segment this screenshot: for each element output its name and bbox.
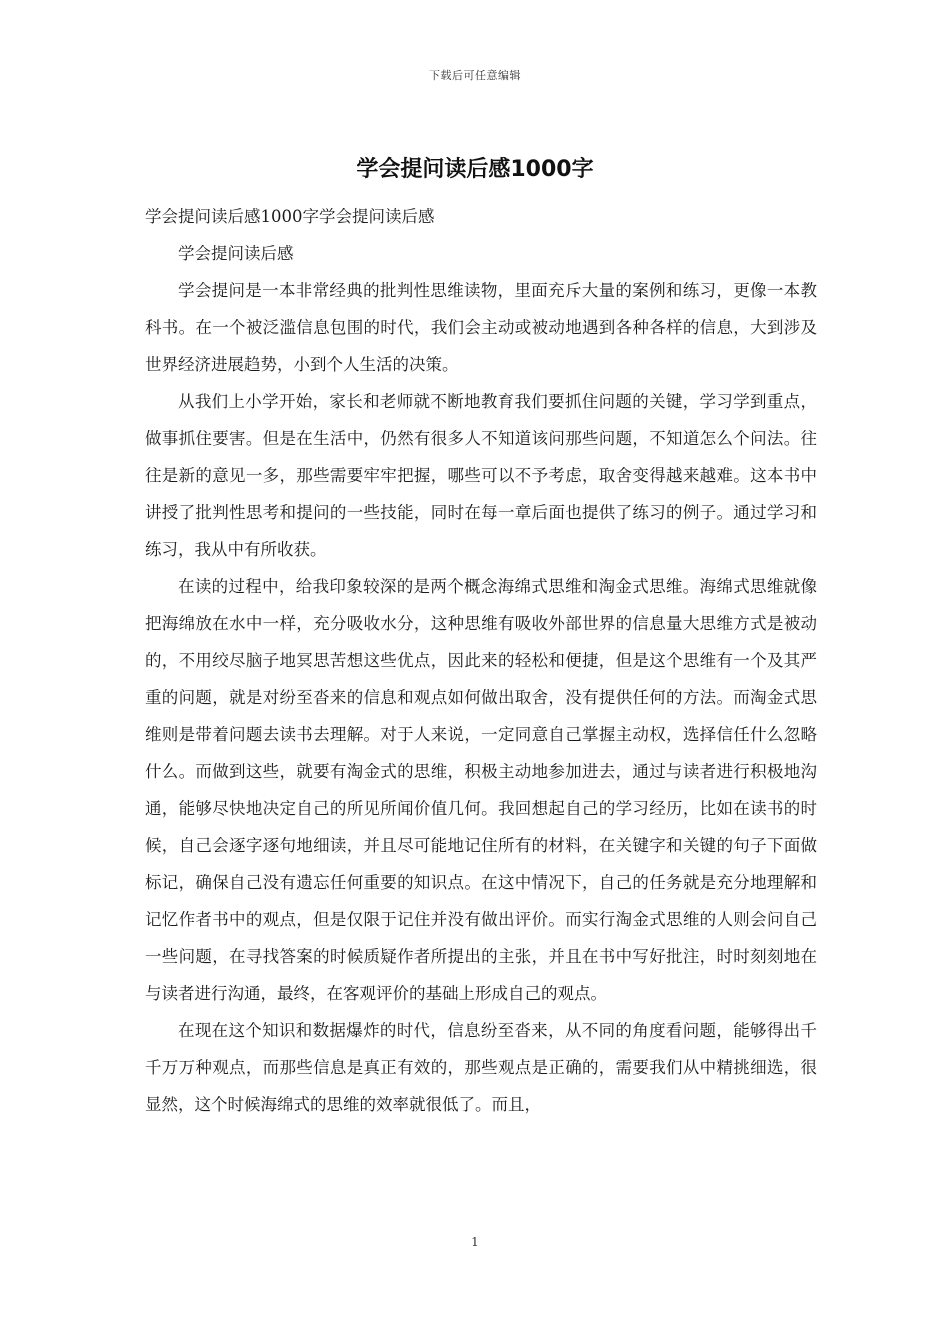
paragraph: 学会提问是一本非常经典的批判性思维读物，里面充斥大量的案例和练习，更像一本教科书。在一个被泛滥信息包围的时代，我们会主动或被动地遇到各种各样的信息，大到涉及世界经济进展趋势，小到个人生活的决策。 (145, 281, 817, 374)
paragraph: 在读的过程中，给我印象较深的是两个概念海绵式思维和淘金式思维。海绵式思维就像把海绵放在水中一样，充分吸收水分，这种思维有吸收外部世界的信息量大思维方式是被动的，不用绞尽脑子地冥思苦想这些优点，因此来的轻松和便捷，但是这个思维有一个及其严重的问题，就是对纷至沓来的信息和观点如何做出取舍，没有提供任何的方法。而淘金式思维则是带着问题去读书去理解。对于人来说，一定同意自己掌握主动权，选择信任什么忽略什么。而做到这些，就要有淘金式的思维，积极主动地参加进去，通过与读者进行积极地沟通，能够尽快地决定自己的所见所闻价值几何。我回想起自己的学习经历，比如在读书的时候，自己会逐字逐句地细读，并且尽可能地记住所有的材料，在关键字和关键的句子下面做标记，确保自己没有遗忘任何重要的知识点。在这中情况下，自己的任务就是充分地理解和记忆作者书中的观点，但是仅限于记住并没有做出评价。而实行淘金式思维的人则会问自己一些问题，在寻找答案的时候质疑作者所提出的主张，并且在书中写好批注，时时刻刻地在与读者进行沟通，最终，在客观评价的基础上形成自己的观点。 (145, 577, 817, 1003)
paragraph-heading: 学会提问读后感 (178, 244, 294, 263)
paragraph: 在现在这个知识和数据爆炸的时代，信息纷至沓来，从不同的角度看问题，能够得出千千万万种观点，而那些信息是真正有效的，那些观点是正确的，需要我们从中精挑细选，很显然，这个时候海绵式的思维的效率就很低了。而且， (145, 1021, 817, 1114)
paragraph-subtitle: 学会提问读后感1000字学会提问读后感 (145, 207, 435, 226)
document-body (145, 198, 817, 1123)
page-number: 1 (471, 1235, 479, 1249)
paragraph: 从我们上小学开始，家长和老师就不断地教育我们要抓住问题的关键，学习学到重点，做事抓住要害。但是在生活中，仍然有很多人不知道该问那些问题，不知道怎么个问法。往往是新的意见一多，那些需要牢牢把握，哪些可以不予考虑，取舍变得越来越难。这本书中讲授了批判性思考和提问的一些技能，同时在每一章后面也提供了练习的例子。通过学习和练习，我从中有所收获。 (145, 392, 817, 559)
header-note: 下载后可任意编辑 (429, 69, 521, 82)
document-title: 学会提问读后感1000字 (356, 157, 594, 182)
